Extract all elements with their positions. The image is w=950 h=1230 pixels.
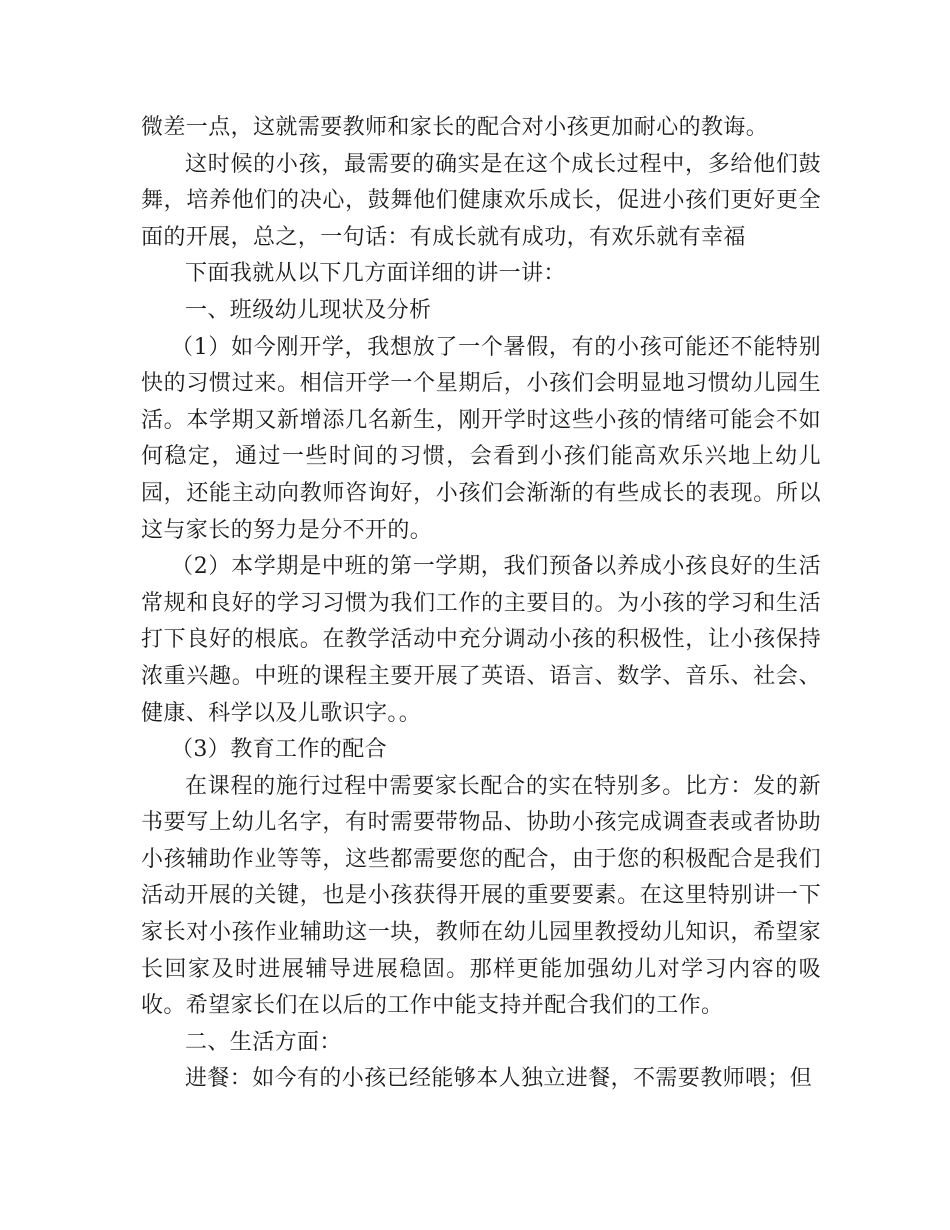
paragraph-continuation: 微差一点，这就需要教师和家长的配合对小孩更加耐心的教诲。: [141, 115, 769, 140]
paragraph-meals: 进餐：如今有的小孩已经能够本人独立进餐，不需要教师喂；但: [185, 1066, 813, 1092]
document-body: [141, 110, 821, 1098]
paragraph-item-1: （1）如今刚开学，我想放了一个暑假，有的小孩可能还不能特别快的习惯过来。相信开学一个星期后，小孩们会明显地习惯幼儿园生活。本学期又新增添几名新生，刚开学时这些小孩的情绪可能会不如何稳定，通过一些时间的习惯，会看到小孩们能高欢乐兴地上幼儿园，还能主动向教师咨询好，小孩们会渐渐的有些成长的表现。所以这与家长的努力是分不开的。: [141, 334, 821, 543]
section-heading-class-status: 一、班级幼儿现状及分析: [185, 297, 432, 323]
section-heading-life: 二、生活方面：: [185, 1029, 342, 1055]
paragraph-cooperation: 在课程的施行过程中需要家长配合的实在特别多。比方：发的新书要写上幼儿名字，有时需要带物品、协助小孩完成调查表或者协助小孩辅助作业等等，这些都需要您的配合，由于您的积极配合是我们活动开展的关键，也是小孩获得开展的重要要素。在这里特别讲一下家长对小孩作业辅助这一块，教师在幼儿园里教授幼儿知识，希望家长回家及时进展辅导进展稳固。那样更能加强幼儿对学习内容的吸收。希望家长们在以后的工作中能支持并配合我们的工作。: [141, 773, 821, 1019]
subheading-education-cooperation: （3）教育工作的配合: [171, 737, 387, 763]
paragraph-item-2: （2）本学期是中班的第一学期，我们预备以养成小孩良好的生活常规和良好的学习习惯为我们工作的主要目的。为小孩的学习和生活打下良好的根底。在教学活动中充分调动小孩的积极性，让小孩保持浓重兴趣。中班的课程主要开展了英语、语言、数学、音乐、社会、健康、科学以及儿歌识字。。: [141, 554, 821, 726]
paragraph-intro: 下面我就从以下几方面详细的讲一讲：: [185, 261, 566, 287]
paragraph-encourage: 这时候的小孩，最需要的确实是在这个成长过程中，多给他们鼓舞，培养他们的决心，鼓舞他们健康欢乐成长，促进小孩们更好更全面的开展，总之，一句话：有成长就有成功，有欢乐就有幸福: [141, 151, 821, 250]
